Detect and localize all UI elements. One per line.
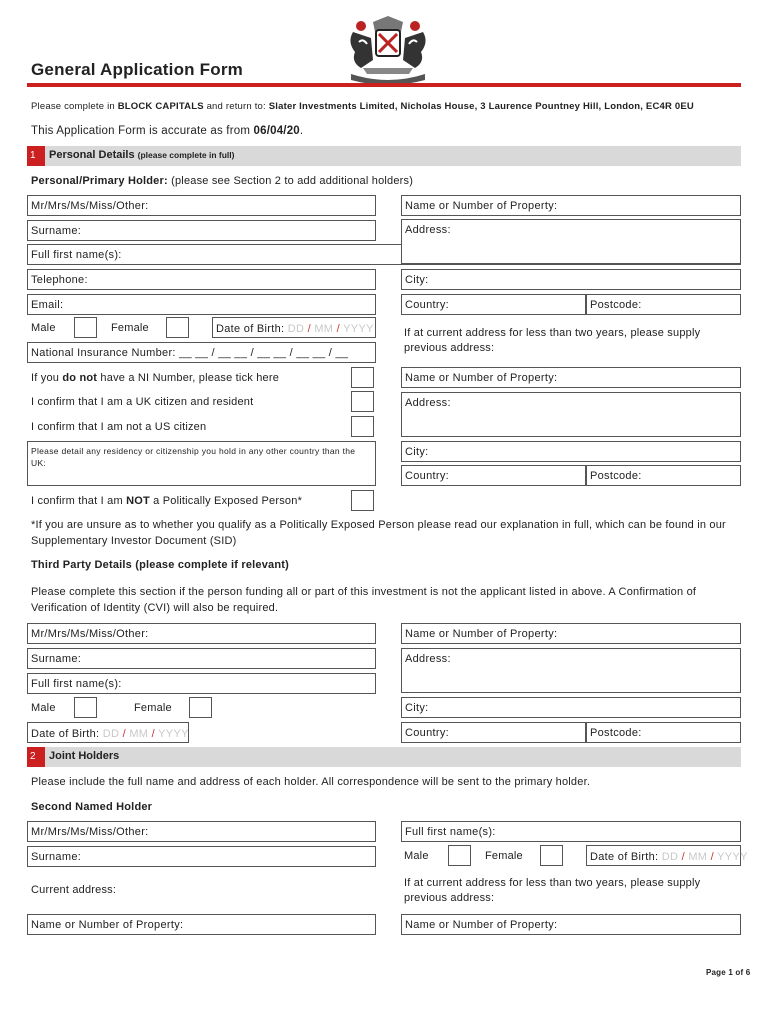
prev-address-field[interactable] (401, 392, 741, 437)
accuracy-date: 06/04/20 (253, 125, 300, 137)
holder-note: (please see Section 2 to add additional holders) (167, 175, 414, 187)
dob-separator: / (336, 323, 340, 335)
accuracy-text: This Application Form is accurate as from (31, 125, 254, 137)
jh-surname-field[interactable] (27, 846, 376, 867)
prev-country-field[interactable] (401, 465, 586, 486)
field-label: City: (405, 702, 429, 714)
prev-city-field[interactable] (401, 441, 741, 462)
section-1-header (27, 146, 741, 166)
joint-holders-note: Please include the full name and address of each holder. All correspondence will be sent to the primary holder. (31, 776, 591, 788)
dob-yyyy-placeholder: YYYY (717, 851, 748, 863)
telephone-field[interactable] (27, 269, 376, 290)
dob-label (590, 851, 748, 863)
tp-first-names-field[interactable] (27, 673, 376, 694)
field-label: Country: (405, 299, 449, 311)
dob-mm-placeholder: MM (129, 728, 149, 740)
title-rule (27, 83, 741, 87)
holder-heading-bold: Personal/Primary Holder: (31, 175, 168, 187)
field-label: Mr/Mrs/Ms/Miss/Other: (31, 200, 149, 212)
title-field[interactable] (27, 195, 376, 216)
tp-address-field[interactable] (401, 648, 741, 693)
field-label: City: (405, 446, 429, 458)
section-2-header (27, 747, 741, 767)
dob-field[interactable] (212, 317, 376, 338)
dob-separator: / (681, 851, 685, 863)
prev-property-field[interactable] (401, 367, 741, 388)
uk-citizen-checkbox[interactable] (351, 391, 374, 412)
field-label: Name or Number of Property: (31, 919, 184, 931)
field-label: Full first name(s): (31, 678, 122, 690)
email-field[interactable] (27, 294, 376, 315)
field-label: Name or Number of Property: (405, 200, 558, 212)
country-field[interactable] (401, 294, 586, 315)
field-label: Address: (405, 397, 451, 409)
dob-separator: / (307, 323, 311, 335)
property-field[interactable] (401, 195, 741, 216)
field-label: Postcode: (590, 727, 642, 739)
accuracy-period: . (299, 125, 304, 137)
dob-separator: / (151, 728, 155, 740)
jh-prev-property-field[interactable] (401, 914, 741, 935)
field-label: Postcode: (590, 299, 642, 311)
field-label: Mr/Mrs/Ms/Miss/Other: (31, 826, 149, 838)
dob-label-text: Date of Birth: (590, 851, 659, 863)
tp-title-field[interactable] (27, 623, 376, 644)
jh-male-checkbox[interactable] (448, 845, 471, 866)
page-title: General Application Form (31, 60, 243, 79)
tp-male-checkbox[interactable] (74, 697, 97, 718)
field-label: National Insurance Number: __ __ / __ __ / __ __ / __ __ / __ (31, 347, 349, 359)
instruction-caps: BLOCK CAPITALS (117, 101, 204, 112)
pep-text: I confirm that I am (31, 495, 127, 507)
jh-first-names-field[interactable] (401, 821, 741, 842)
tp-country-field[interactable] (401, 722, 586, 743)
dob-label-text: Date of Birth: (31, 728, 100, 740)
no-ni-checkbox[interactable] (351, 367, 374, 388)
dob-mm-placeholder: MM (688, 851, 708, 863)
pep-label (31, 495, 302, 507)
jh-female-checkbox[interactable] (540, 845, 563, 866)
dob-yyyy-placeholder: YYYY (343, 323, 374, 335)
tp-property-field[interactable] (401, 623, 741, 644)
dob-separator: / (710, 851, 714, 863)
field-label: Full first name(s): (31, 249, 122, 261)
field-label: City: (405, 274, 429, 286)
field-label: Surname: (31, 653, 82, 665)
section-title-text: Personal Details (49, 149, 135, 161)
section-number: 1 (27, 146, 45, 166)
dob-dd-placeholder: DD (661, 851, 679, 863)
return-instruction (31, 101, 694, 112)
surname-field[interactable] (27, 220, 376, 241)
uk-citizen-label: I confirm that I am a UK citizen and resident (31, 396, 254, 408)
tp-city-field[interactable] (401, 697, 741, 718)
dob-label (216, 323, 374, 335)
dob-separator: / (122, 728, 126, 740)
no-ni-bold: do not (62, 372, 98, 384)
field-label: Please detail any residency or citizenship you hold in any other country than the UK: (31, 446, 356, 468)
crest-logo (343, 12, 433, 88)
address-field[interactable] (401, 219, 741, 264)
accuracy-note (31, 125, 303, 137)
jh-current-address-label: Current address: (31, 884, 117, 896)
jh-female-label: Female (485, 850, 523, 862)
instruction-text-2: and return to: (203, 101, 269, 112)
no-ni-text-2: have a NI Number, please tick here (97, 372, 280, 384)
jh-prev-address-note: If at current address for less than two years, please supply previous address: (404, 877, 701, 904)
primary-holder-heading (31, 175, 413, 187)
section-number: 2 (27, 747, 45, 767)
tp-surname-field[interactable] (27, 648, 376, 669)
field-label: Address: (405, 224, 451, 236)
female-label: Female (111, 322, 149, 334)
return-address: Slater Investments Limited, Nicholas House, 3 Laurence Pountney Hill, London, EC4R 0EU (268, 101, 694, 112)
field-label: Name or Number of Property: (405, 372, 558, 384)
pep-checkbox[interactable] (351, 490, 374, 511)
dob-dd-placeholder: DD (102, 728, 120, 740)
field-label: Mr/Mrs/Ms/Miss/Other: (31, 628, 149, 640)
third-party-note: Please complete this section if the person funding all or part of this investment is not the applicant listed in above. A Confirmation of Verification of Identity (CVI) will also be required. (31, 586, 697, 614)
field-label: Name or Number of Property: (405, 628, 558, 640)
female-checkbox[interactable] (166, 317, 189, 338)
field-label: Email: (31, 299, 64, 311)
jh-male-label: Male (404, 850, 429, 862)
city-field[interactable] (401, 269, 741, 290)
third-party-heading: Third Party Details (please complete if relevant) (31, 559, 289, 571)
ni-number-field[interactable] (27, 342, 376, 363)
dob-label (31, 728, 189, 740)
field-label: Full first name(s): (405, 826, 496, 838)
tp-female-checkbox[interactable] (189, 697, 212, 718)
field-label: Country: (405, 470, 449, 482)
field-label: Country: (405, 727, 449, 739)
page-number: Page 1 of 6 (706, 968, 751, 977)
dob-dd-placeholder: DD (287, 323, 305, 335)
prev-postcode-field[interactable] (586, 465, 741, 486)
tp-male-label: Male (31, 702, 56, 714)
field-label: Name or Number of Property: (405, 919, 558, 931)
no-ni-label (31, 372, 279, 384)
section-title: Joint Holders (49, 750, 120, 762)
prev-address-note: If at current address for less than two years, please supply previous address: (404, 327, 701, 354)
section-title (49, 149, 234, 161)
male-label: Male (31, 322, 56, 334)
not-us-checkbox[interactable] (351, 416, 374, 437)
tp-dob-field[interactable] (27, 722, 189, 743)
no-ni-text: If you (31, 372, 63, 384)
postcode-field[interactable] (586, 294, 741, 315)
tp-postcode-field[interactable] (586, 722, 741, 743)
instruction-text: Please complete in (31, 101, 118, 112)
pep-bold: NOT (126, 495, 150, 507)
pep-footnote: *If you are unsure as to whether you qualify as a Politically Exposed Person please read our explanation in full, which can be found in our Supplementary Investor Document (SID) (31, 519, 726, 547)
pep-text-2: a Politically Exposed Person* (149, 495, 303, 507)
field-label: Postcode: (590, 470, 642, 482)
field-label: Telephone: (31, 274, 88, 286)
dob-mm-placeholder: MM (314, 323, 334, 335)
second-holder-heading: Second Named Holder (31, 801, 153, 813)
tp-female-label: Female (134, 702, 172, 714)
residency-field[interactable] (27, 441, 376, 486)
field-label: Address: (405, 653, 451, 665)
jh-title-field[interactable] (27, 821, 376, 842)
jh-dob-field[interactable] (586, 845, 748, 866)
field-label: Surname: (31, 851, 82, 863)
dob-yyyy-placeholder: YYYY (158, 728, 189, 740)
male-checkbox[interactable] (74, 317, 97, 338)
dob-label-text: Date of Birth: (216, 323, 285, 335)
not-us-label: I confirm that I am not a US citizen (31, 421, 207, 433)
field-label: Surname: (31, 225, 82, 237)
jh-property-field[interactable] (27, 914, 376, 935)
section-subtitle: (please complete in full) (137, 150, 235, 160)
